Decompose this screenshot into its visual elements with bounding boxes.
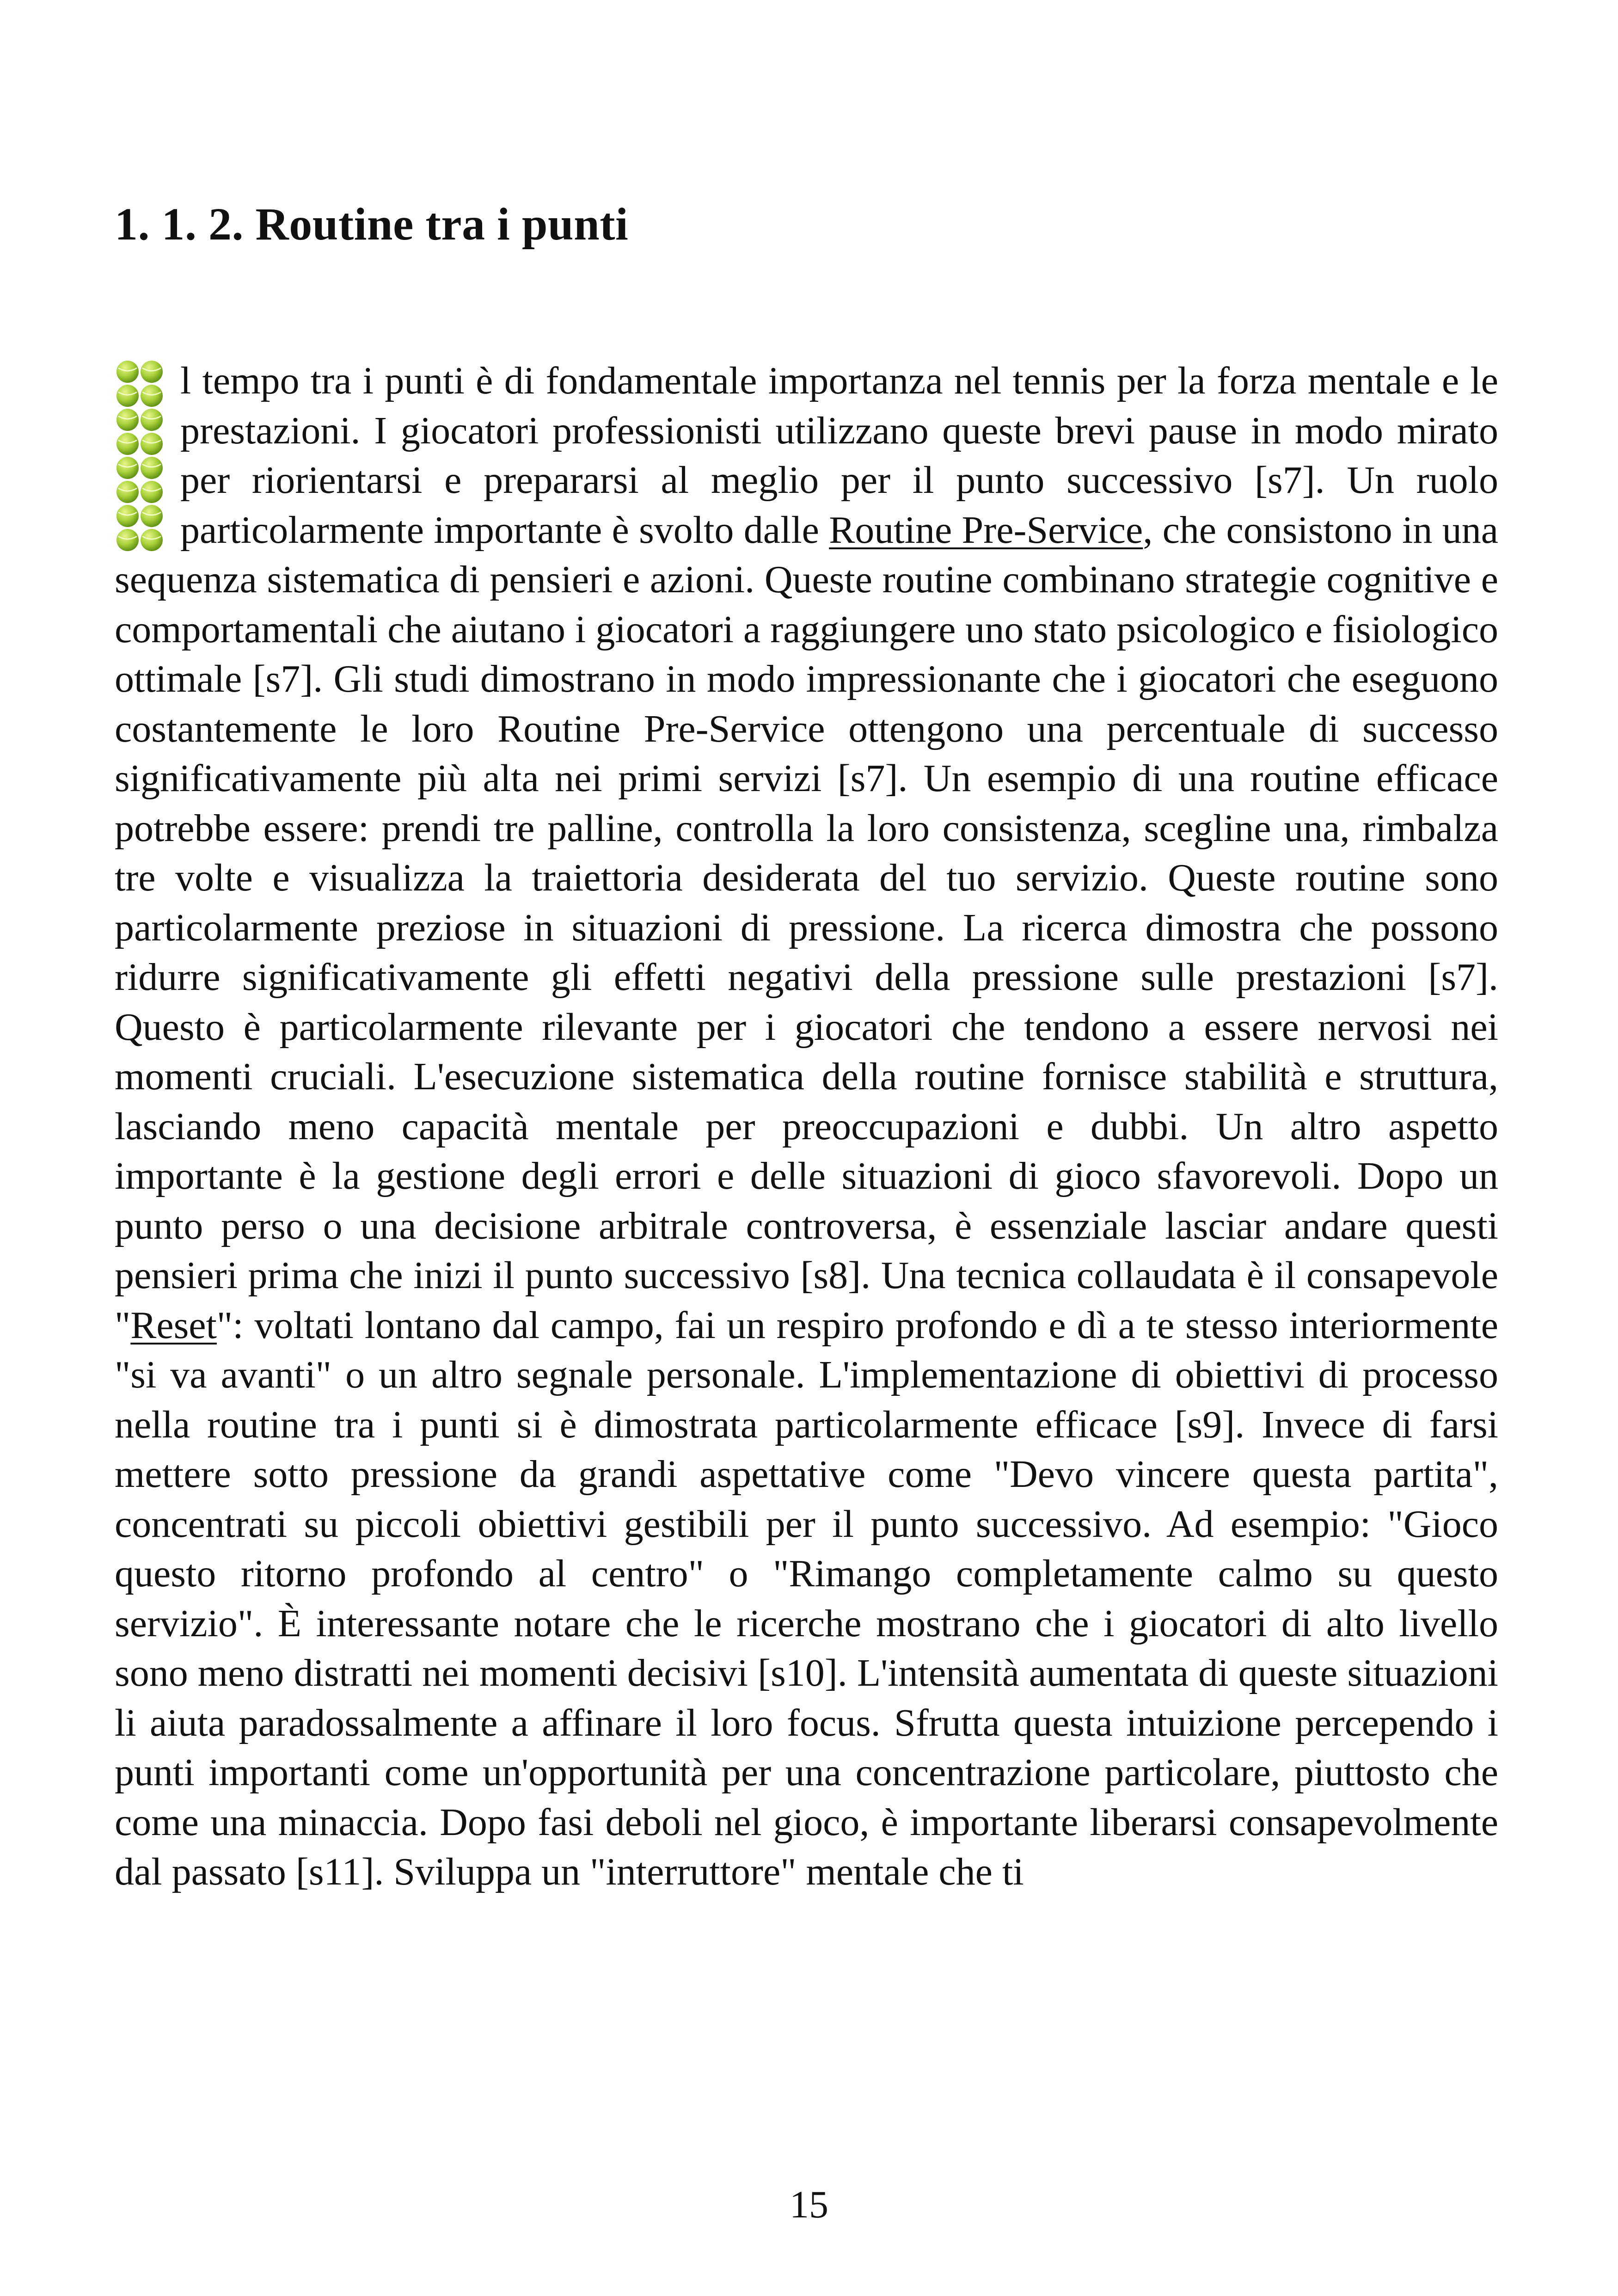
tennis-ball-icon xyxy=(141,385,163,407)
tennis-ball-icon xyxy=(116,481,139,503)
tennis-ball-icon xyxy=(141,409,163,431)
tennis-ball-icon xyxy=(116,529,139,551)
term-routine-pre-service: Routine Pre-Service xyxy=(829,508,1143,552)
tennis-ball-icon xyxy=(116,457,139,479)
tennis-ball-icon xyxy=(116,433,139,455)
tennis-ball-dropcap-icon xyxy=(115,359,165,555)
page-number: 15 xyxy=(790,2183,828,2226)
paragraph-text-part1: l tempo tra i punti è di fondamentale importanza nel tennis per la forza mentale e le prestazioni. I giocatori professionisti utilizzano queste brevi pause in modo mirato per riorientarsi e prepararsi al meglio per il punto successivo [s7]. Un ruolo particolarmente importante è svolto dalle xyxy=(180,359,1498,552)
tennis-ball-icon xyxy=(116,385,139,407)
tennis-ball-icon xyxy=(116,361,139,383)
body-paragraph xyxy=(115,356,1498,1897)
tennis-ball-icon xyxy=(141,481,163,503)
tennis-ball-icon xyxy=(141,529,163,551)
tennis-ball-icon xyxy=(141,433,163,455)
paragraph-text-part3: ": voltati lontano dal campo, fai un respiro profondo e dì a te stesso interiormente "si va avanti" o un altro segnale personale. L'implementazione di obiettivi di processo nella routine tra i punti si è dimostrata particolarmente efficace [s9]. Invece di farsi mettere sotto pressione da grandi aspettative come "Devo vincere questa partita", concentrati su piccoli obiettivi gestibili per il punto successivo. Ad esempio: "Gioco questo ritorno profondo al centro" o "Rimango completamente calmo su questo servizio". È interessante notare che le ricerche mostrano che i giocatori di alto livello sono meno distratti nei momenti decisivi [s10]. L'intensità aumentata di queste situazioni li aiuta paradossalmente a affinare il loro focus. Sfrutta questa intuizione percependo i punti importanti come un'opportunità per una concentrazione particolare, piuttosto che come una minaccia. Dopo fasi deboli nel gioco, è importante liberarsi consapevolmente dal passato [s11]. Sviluppa un "interruttore" mentale che ti xyxy=(115,1303,1498,1893)
tennis-ball-icon xyxy=(116,409,139,431)
tennis-ball-icon xyxy=(141,505,163,527)
tennis-ball-icon xyxy=(141,361,163,383)
section-heading: 1. 1. 2. Routine tra i punti xyxy=(115,198,629,250)
tennis-ball-icon xyxy=(141,457,163,479)
term-reset: Reset xyxy=(130,1303,217,1347)
paragraph-text-part2: , che consistono in una sequenza sistematica di pensieri e azioni. Queste routine combinano strategie cognitive e comportamentali che aiutano i giocatori a raggiungere uno stato psicologico e fisiologico ottimale [s7]. Gli studi dimostrano in modo impressionante che i giocatori che eseguono costantemente le loro Routine Pre-Service ottengono una percentuale di successo significativamente più alta nei primi servizi [s7]. Un esempio di una routine efficace potrebbe essere: prendi tre palline, controlla la loro consistenza, scegline una, rimbalza tre volte e visualizza la traiettoria desiderata del tuo servizio. Queste routine sono particolarmente preziose in situazioni di pressione. La ricerca dimostra che possono ridurre significativamente gli effetti negativi della pressione sulle prestazioni [s7]. Questo è particolarmente rilevante per i giocatori che tendono a essere nervosi nei momenti cruciali. L'esecuzione sistematica della routine fornisce stabilità e struttura, lasciando meno capacità mentale per preoccupazioni e dubbi. Un altro aspetto importante è la gestione degli errori e delle situazioni di gioco sfavorevoli. Dopo un punto perso o una decisione arbitrale controversa, è essenziale lasciar andare questi pensieri prima che inizi il punto successivo [s8]. Una tecnica collaudata è il consapevole " xyxy=(115,508,1498,1347)
tennis-ball-icon xyxy=(116,505,139,527)
